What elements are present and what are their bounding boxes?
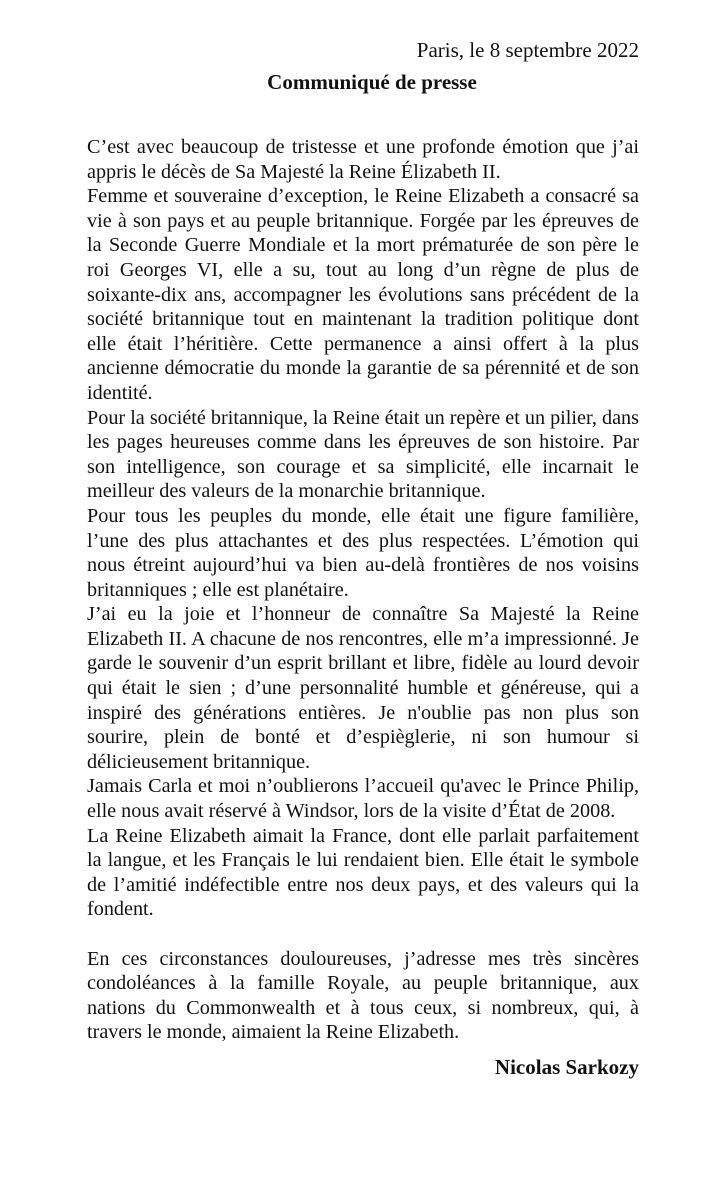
dateline: Paris, le 8 septembre 2022 (416, 38, 639, 62)
paragraph-personal-memory: J’ai eu la joie et l’honneur de connaître Sa Majesté la Reine Elizabeth II. A chacune de nos rencontres, elle m’a impressionné. Je garde le souvenir d’un esprit brillant et libre, fidèle au lourd devoir qui était le sien ; d’une personnalité humble et généreuse, qui a inspiré des générations entières. Je n'oublie pas non plus son sourire, plein de bonté et d’espièglerie, ni son humour si délicieusement britannique. (87, 603, 639, 773)
paragraph-windsor-visit: Jamais Carla et moi n’oublierons l’accueil qu'avec le Prince Philip, elle nous avait réservé à Windsor, lors de la visite d’État de 2008. (87, 775, 639, 823)
document-title: Communiqué de presse (267, 70, 477, 94)
paragraph-society: Pour la société britannique, la Reine était un repère et un pilier, dans les pages heureuses comme dans les épreuves de son histoire. Par son intelligence, son courage et sa simplicité, elle incarnait le meilleur des valeurs de la monarchie britannique. (87, 406, 639, 503)
paragraph-condolences: En ces circonstances douloureuses, j’adresse mes très sincères condoléances à la famille Royale, au peuple britannique, aux nations du Commonwealth et à tous ceux, si nombreux, qui, à travers le monde, aimaient la Reine Elizabeth. (87, 947, 639, 1044)
paragraph-france: La Reine Elizabeth aimait la France, dont elle parlait parfaitement la langue, et les Français le lui rendaient bien. Elle était le symbole de l’amitié indéfectible entre nos deux pays, et des valeurs qui la fondent. (87, 824, 639, 921)
paragraph-sovereign: Femme et souveraine d’exception, le Reine Elizabeth a consacré sa vie à son pays et au peuple britannique. Forgée par les épreuves de la Seconde Guerre Mondiale et la mort prématurée de son père le roi Georges VI, elle a su, tout au long d’un règne de plus de soixante-dix ans, accompagner les évolutions sans précédent de la société britannique tout en maintenant la tradition politique dont elle était l’héritière. Cette permanence a ainsi offert à la plus ancienne démocratie du monde la garantie de sa pérennité et de son identité. (87, 185, 639, 404)
paragraph-opening: C’est avec beaucoup de tristesse et une profonde émotion que j’ai appris le décès de Sa Majesté la Reine Élizabeth II. (87, 136, 639, 183)
signature: Nicolas Sarkozy (494, 1054, 639, 1079)
press-release-body (87, 135, 639, 1045)
paragraph-world: Pour tous les peuples du monde, elle était une figure familière, l’une des plus attachantes et des plus respectées. L’émotion qui nous étreint aujourd’hui va bien au-delà frontières de nos voisins britanniques ; elle est planétaire. (87, 504, 639, 601)
